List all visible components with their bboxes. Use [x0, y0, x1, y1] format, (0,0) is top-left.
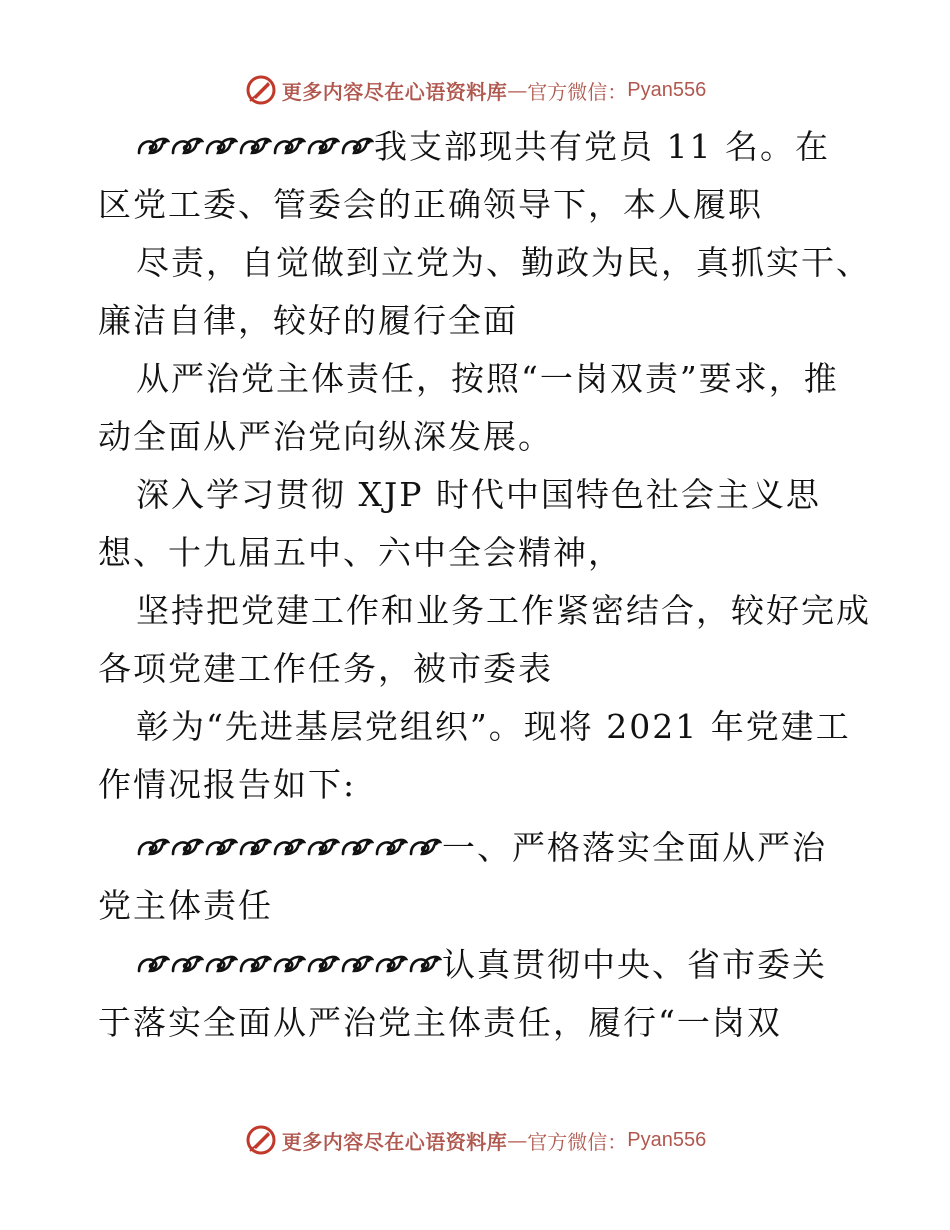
line-text: 于落实全面从严治党主体责任，履行“一岗双 [98, 1003, 782, 1042]
swirl-ornament-icon [272, 135, 306, 157]
text-line [136, 582, 871, 640]
swirl-ornament-icon [170, 135, 204, 157]
line-text: 区党工委、管委会的正确领导下，本人履职 [98, 185, 763, 224]
line-text: 认真贯彻中央、省市委关 [442, 945, 827, 984]
swirl-ornament-icon [272, 836, 306, 858]
ornament-group [136, 818, 442, 876]
swirl-ornament-icon [340, 135, 374, 157]
swirl-ornament-icon [204, 836, 238, 858]
line-text: 各项党建工作任务，被市委表 [98, 649, 553, 688]
banner-separator: — [507, 1128, 528, 1152]
swirl-ornament-icon [340, 836, 374, 858]
header-banner [0, 70, 950, 110]
banner-prefix: 更多内容尽在心语资料库 [281, 1129, 508, 1154]
swirl-ornament-icon [238, 953, 272, 975]
swirl-ornament-icon [136, 836, 170, 858]
line-text: 我支部现共有党员 11 名。在 [374, 127, 830, 166]
line-text: 党主体责任 [98, 886, 273, 925]
swirl-ornament-icon [272, 953, 306, 975]
line-text: 尽责，自觉做到立党为、勤政为民，真抓实干、 [136, 243, 871, 282]
banner-prefix: 更多内容尽在心语资料库 [281, 79, 508, 104]
swirl-ornament-icon [340, 953, 374, 975]
text-line [98, 994, 782, 1052]
banner-wechat-id: Pyan556 [627, 78, 707, 101]
swirl-ornament-icon [306, 953, 340, 975]
line-text: 作情况报告如下: [98, 765, 357, 804]
banner-separator: — [507, 78, 528, 102]
text-line [98, 640, 553, 698]
banner-wechat-id: Pyan556 [627, 1128, 707, 1151]
swirl-ornament-icon [238, 836, 272, 858]
banner-wechat-label: 官方微信： [527, 1129, 628, 1154]
swirl-ornament-icon [136, 135, 170, 157]
text-line [136, 819, 827, 877]
quill-logo-icon [244, 1123, 278, 1157]
swirl-ornament-icon [306, 836, 340, 858]
swirl-ornament-icon [170, 953, 204, 975]
ornament-group [136, 935, 442, 993]
text-line [98, 292, 518, 350]
text-line [98, 756, 356, 814]
text-line [98, 877, 273, 935]
line-text: 彰为“先进基层党组织”。现将 2021 年党建工 [136, 707, 851, 746]
banner-wechat-label: 官方微信： [527, 79, 628, 104]
line-text: 动全面从严治党向纵深发展。 [98, 417, 553, 456]
footer-banner [0, 1120, 950, 1160]
line-text: 从严治党主体责任，按照“一岗双责”要求，推 [136, 359, 839, 398]
text-line [98, 176, 763, 234]
swirl-ornament-icon [374, 953, 408, 975]
quill-logo-icon [244, 73, 278, 107]
swirl-ornament-icon [136, 953, 170, 975]
text-line [98, 524, 623, 582]
swirl-ornament-icon [374, 836, 408, 858]
text-line [136, 698, 851, 756]
swirl-ornament-icon [170, 836, 204, 858]
swirl-ornament-icon [408, 953, 442, 975]
text-line [136, 234, 871, 292]
line-text: 廉洁自律，较好的履行全面 [98, 301, 518, 340]
swirl-ornament-icon [204, 135, 238, 157]
line-text: 一、严格落实全面从严治 [442, 828, 827, 867]
swirl-ornament-icon [204, 953, 238, 975]
text-line [136, 466, 821, 524]
ornament-group [136, 117, 374, 175]
text-line [136, 936, 827, 994]
line-text: 坚持把党建工作和业务工作紧密结合，较好完成 [136, 591, 871, 630]
line-text: 想、十九届五中、六中全会精神， [98, 533, 623, 572]
swirl-ornament-icon [238, 135, 272, 157]
text-line [136, 118, 830, 176]
line-text: 深入学习贯彻 XJP 时代中国特色社会主义思 [136, 475, 821, 514]
text-line [98, 408, 553, 466]
text-line [136, 350, 839, 408]
swirl-ornament-icon [408, 836, 442, 858]
swirl-ornament-icon [306, 135, 340, 157]
